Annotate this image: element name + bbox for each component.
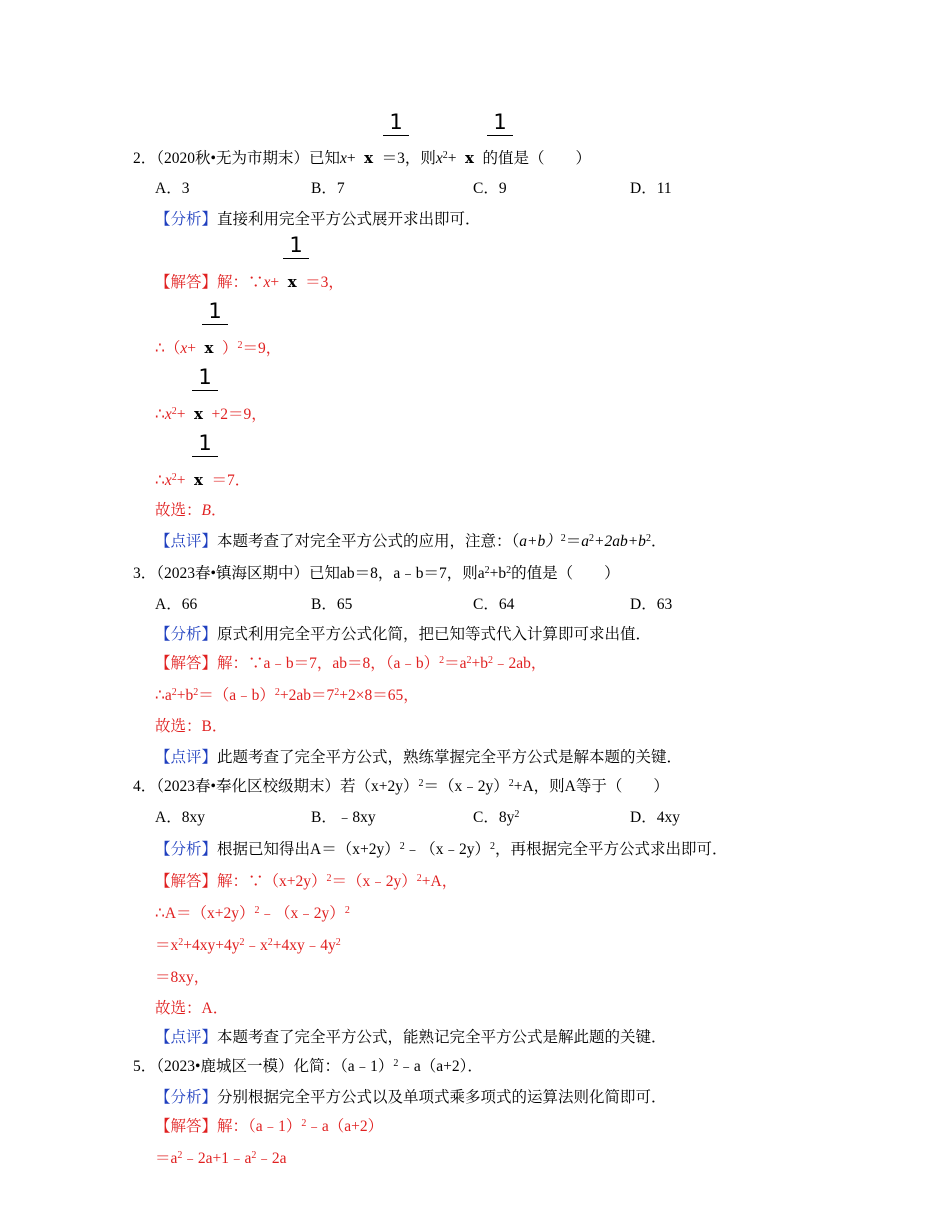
option-d: D．63 xyxy=(630,596,673,613)
answer-step-4: $\therefore x^2+ x =7$． xyxy=(155,471,251,489)
comment: 【点评】本题考查了对完全平方公式的应用，注意：$(a+b)^2=a^2+2ab+b^2$． xyxy=(155,533,667,550)
answer-tag: 【解答】 xyxy=(155,873,218,890)
option-d: D．11 xyxy=(630,180,672,197)
option-a: A．3 xyxy=(155,180,190,197)
fraction-numerator: 1 xyxy=(283,233,309,259)
comment: 【点评】本题考查了完全平方公式，能熟记完全平方公式是解此题的关键． xyxy=(155,1029,667,1046)
question-4-stem: 4．（2023春•奉化区校级期末）若$(x+2y)^2=(x﹣2y)^2+A$，则A等于（ ） xyxy=(133,778,669,795)
question-3-stem: 3．（2023春•镇海区期中）已知ab＝8，a﹣b＝7，则$a^2+b^2$的值是（ ） xyxy=(133,565,620,582)
answer-choice: 故选：A． xyxy=(155,1000,229,1017)
question-2-stem: 2．（2020秋•无为市期末）已知x+ x ＝3，则$x^2+ x$ 的值是（ ） xyxy=(133,149,592,167)
answer-step-3: $\therefore x^2+ x +2=9$， xyxy=(155,405,267,423)
fraction-numerator: 1 xyxy=(202,299,228,325)
comment-tag: 【点评】 xyxy=(155,533,218,550)
answer-tag: 【解答】 xyxy=(155,655,218,672)
option-b: B．65 xyxy=(311,596,353,613)
comment-tag: 【点评】 xyxy=(155,1029,218,1046)
answer-choice: 故选：B． xyxy=(155,502,227,519)
analysis-tag: 【分析】 xyxy=(155,1089,218,1106)
answer-step-4: ＝8xy， xyxy=(155,969,210,986)
option-b: B．7 xyxy=(311,180,345,197)
answer-tag: 【解答】 xyxy=(155,274,218,291)
answer-step-1: 【解答】解：∵a﹣b＝7，ab＝8，$(a﹣b)^2=a^2+b^2﹣2ab$， xyxy=(155,655,547,672)
question-5-stem: 5．（2023•鹿城区一模）化简：（a﹣1）$^2$﹣a（a+2）． xyxy=(133,1058,483,1075)
answer-step-1: 【解答】解：（a﹣1）$^2$﹣a（a+2） xyxy=(155,1118,384,1135)
answer-step-1: 【解答】解：$\because(x+2y)^2=(x﹣2y)^2+A$， xyxy=(155,873,458,890)
option-d: D．4xy xyxy=(630,809,680,826)
fraction-denominator: x xyxy=(364,149,374,167)
comment-tag: 【点评】 xyxy=(155,749,218,766)
answer-step-1: 【解答】解：∵x+ x ＝3， xyxy=(155,273,344,291)
option-b: B．﹣8xy xyxy=(311,809,376,826)
answer-step-2: ∴（x+ x ）$^2$＝9， xyxy=(155,339,282,357)
analysis: 【分析】根据已知得出$A=(x+2y)^2﹣(x﹣2y)^2$，再根据完全平方公式求出即可． xyxy=(155,841,728,858)
answer-step-2: $\therefore A=(x+2y)^2﹣(x﹣2y)^2$ xyxy=(155,905,350,922)
analysis: 【分析】分别根据完全平方公式以及单项式乘多项式的运算法则化简即可． xyxy=(155,1089,667,1106)
analysis: 【分析】原式利用完全平方公式化简，把已知等式代入计算即可求出值． xyxy=(155,626,652,643)
fraction-numerator: 1 xyxy=(192,431,218,457)
analysis-tag: 【分析】 xyxy=(155,626,218,643)
fraction-denominator: x xyxy=(465,149,474,167)
answer-choice: 故选：B． xyxy=(155,718,228,735)
option-c: C．$8y^2$ xyxy=(473,809,520,826)
answer-tag: 【解答】 xyxy=(155,1118,218,1135)
answer-step-2: $\therefore a^2+b^2=(a﹣b)^2+2ab=7^2+2\times 8=65$， xyxy=(155,687,419,704)
comment: 【点评】此题考查了完全平方公式，熟练掌握完全平方公式是解本题的关键． xyxy=(155,749,683,766)
fraction-numerator: 1 xyxy=(487,110,513,136)
fraction-numerator: 1 xyxy=(192,365,218,391)
option-a: A．66 xyxy=(155,596,198,613)
analysis-tag: 【分析】 xyxy=(155,211,218,228)
answer-step-2: $=a^2﹣2a+1﹣a^2﹣2a$ xyxy=(155,1150,287,1167)
option-c: C．9 xyxy=(473,180,507,197)
option-a: A．8xy xyxy=(155,809,205,826)
answer-step-3: $=x^2+4xy+4y^2﹣x^2+4xy﹣4y^2$ xyxy=(155,937,341,954)
analysis-tag: 【分析】 xyxy=(155,841,218,858)
option-c: C．64 xyxy=(473,596,515,613)
analysis: 【分析】直接利用完全平方公式展开求出即可． xyxy=(155,211,481,228)
fraction-numerator: 1 xyxy=(383,110,409,136)
